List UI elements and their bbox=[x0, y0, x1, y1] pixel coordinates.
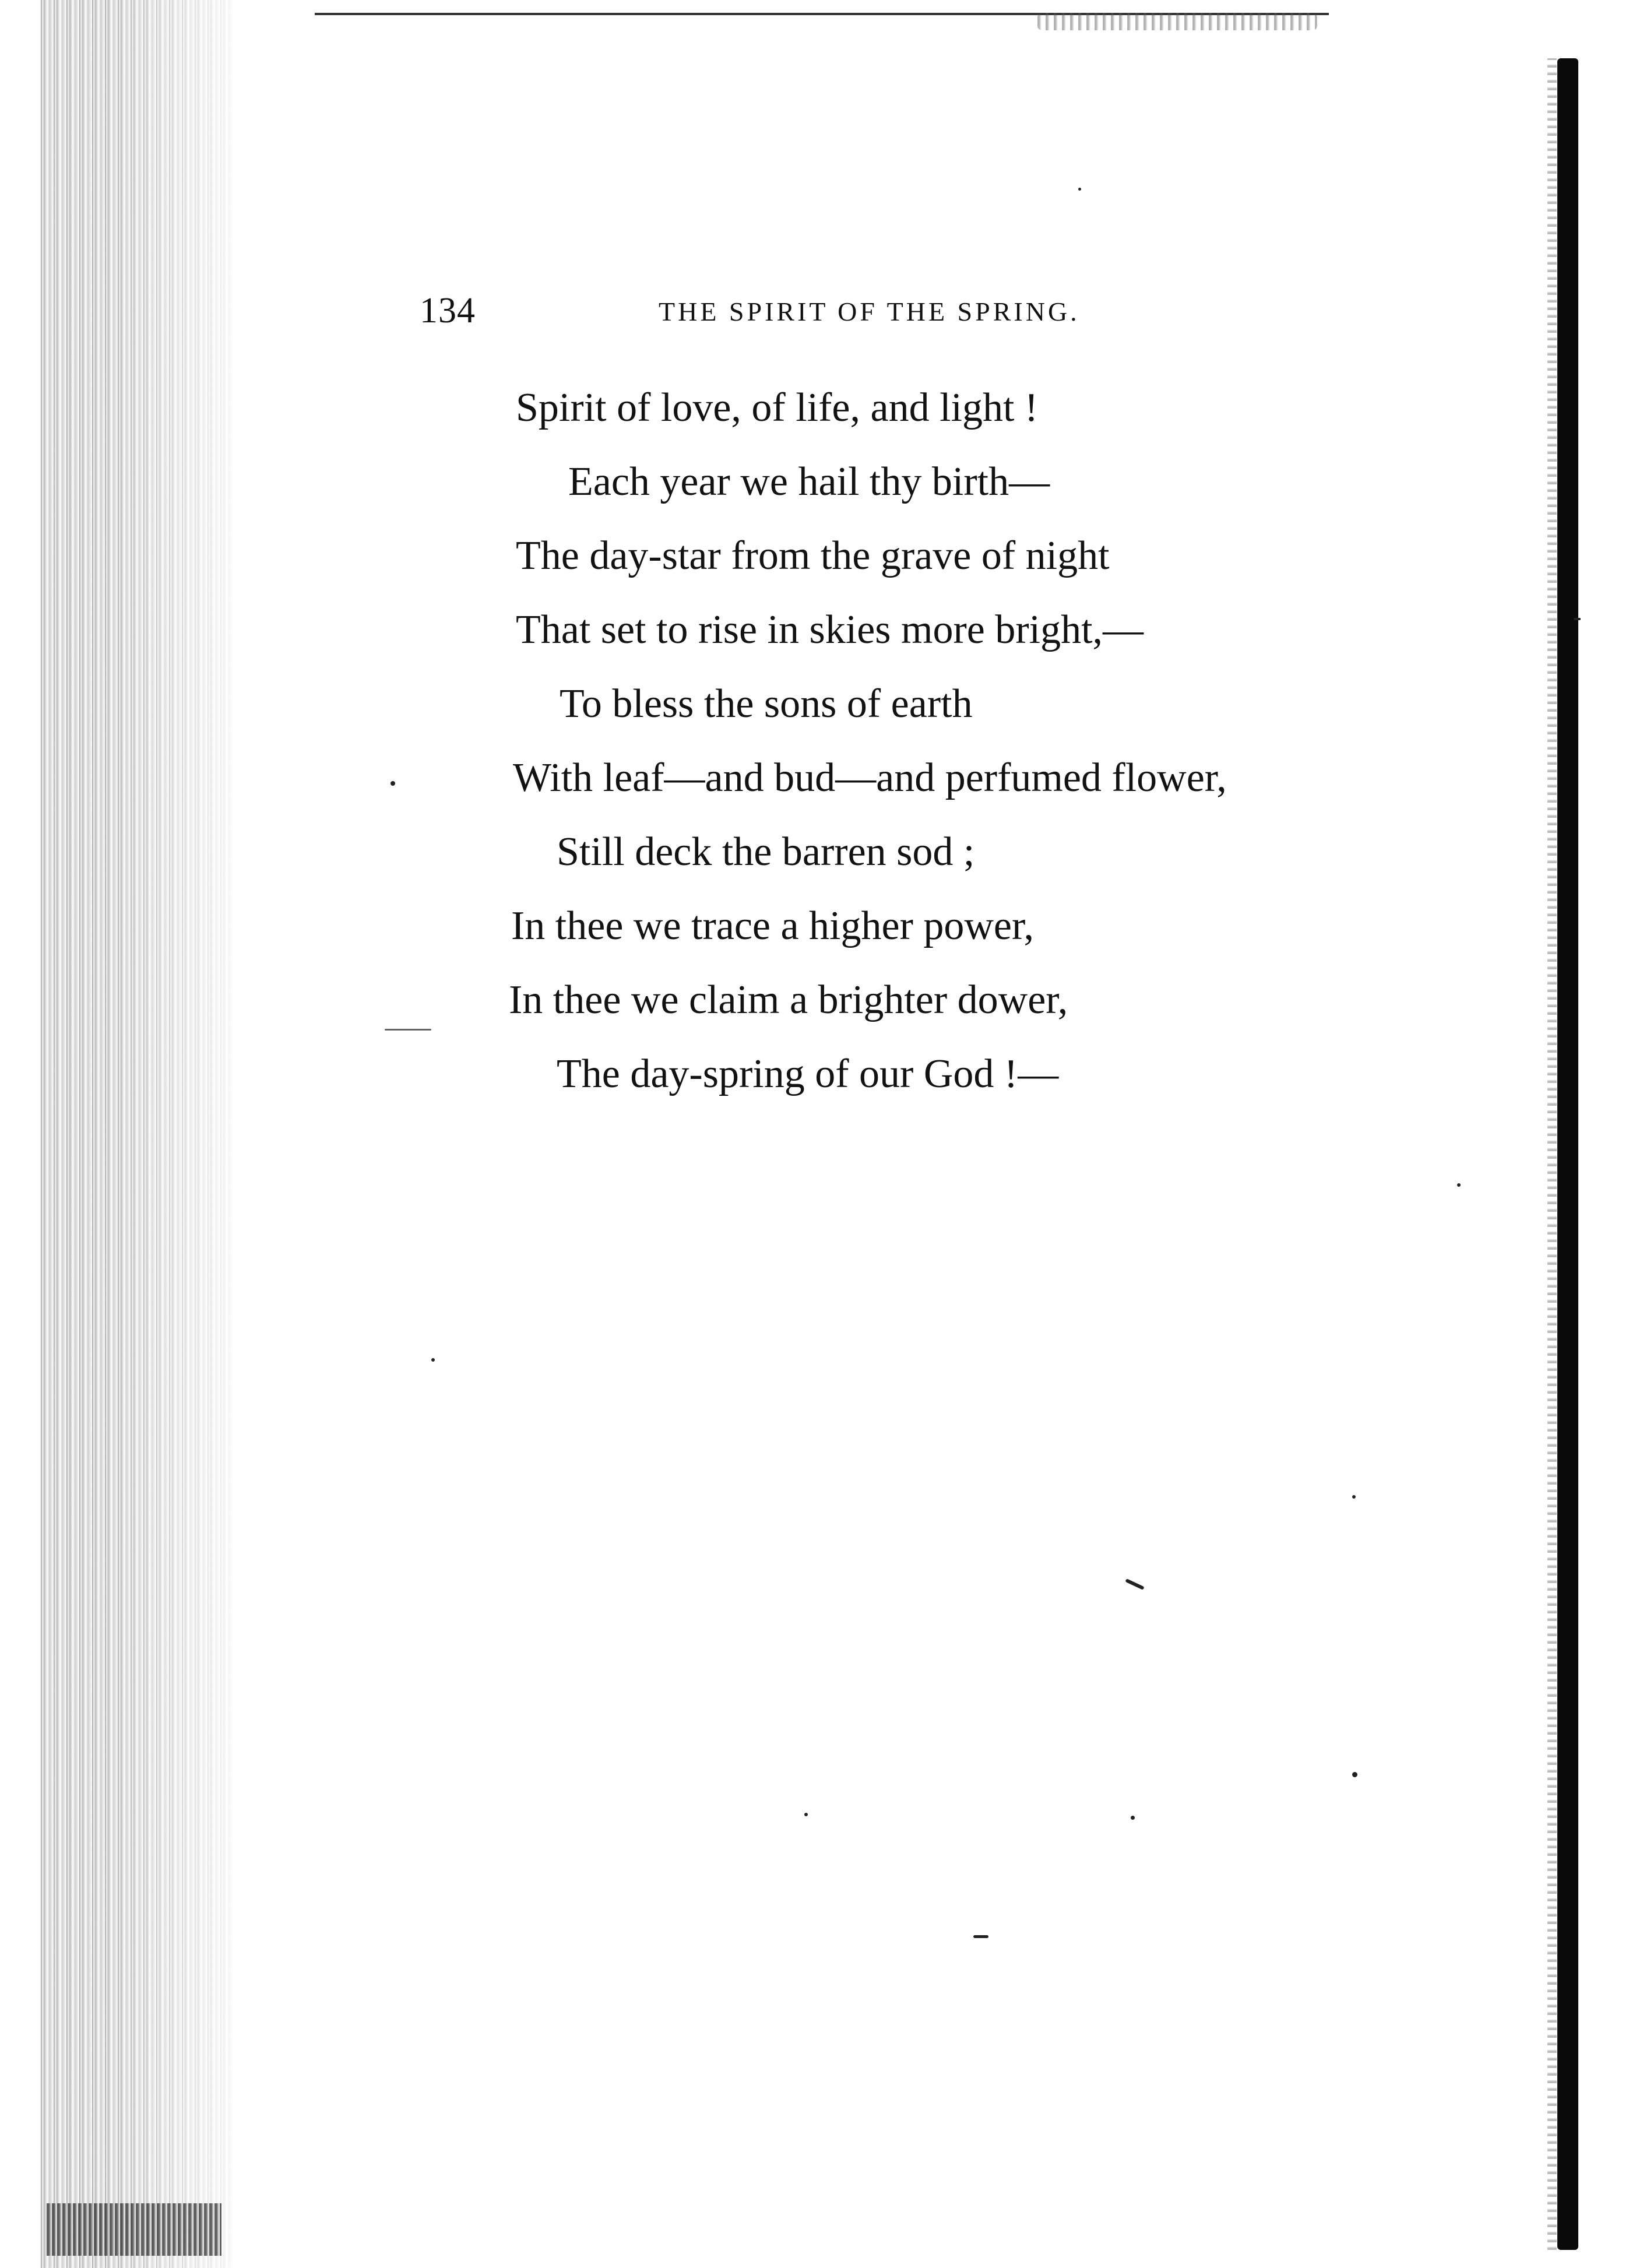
gutter-foot-mark bbox=[47, 2203, 221, 2256]
scan-speck bbox=[973, 1935, 988, 1938]
scan-speck bbox=[1078, 188, 1081, 191]
top-rule-smudge bbox=[1037, 13, 1317, 30]
running-head bbox=[420, 290, 1271, 331]
poem-line: Still deck the barren sod ; bbox=[557, 829, 975, 874]
running-title: THE SPIRIT OF THE SPRING. bbox=[659, 297, 1080, 326]
poem-line: Each year we hail thy birth— bbox=[568, 459, 1050, 504]
scan-speck bbox=[1131, 1816, 1135, 1820]
right-edge-bar bbox=[1557, 58, 1578, 2250]
poem-line: Spirit of love, of life, and light ! bbox=[516, 385, 1039, 430]
scan-speck bbox=[1352, 1495, 1356, 1499]
scan-speck bbox=[1125, 1578, 1144, 1590]
poem-line: The day-spring of our God !— bbox=[557, 1052, 1059, 1096]
poem-line: The day-star from the grave of night bbox=[516, 533, 1110, 578]
scan-speck bbox=[385, 1029, 431, 1031]
scan-speck bbox=[1457, 1183, 1461, 1187]
page-number: 134 bbox=[420, 291, 476, 330]
right-edge-shadow bbox=[1547, 58, 1557, 2250]
poem-line: With leaf—and bud—and perfumed flower, bbox=[513, 755, 1227, 800]
scan-speck bbox=[431, 1358, 435, 1362]
scan-speck bbox=[804, 1813, 808, 1816]
poem-line: That set to rise in skies more bright,— bbox=[516, 607, 1144, 652]
scan-speck bbox=[390, 781, 395, 786]
poem-line: In thee we trace a higher power, bbox=[511, 903, 1035, 948]
scanned-gutter-shadow bbox=[41, 0, 233, 2268]
scan-speck bbox=[1352, 1772, 1357, 1777]
poem-line: In thee we claim a brighter dower, bbox=[509, 977, 1068, 1022]
scan-speck bbox=[1574, 618, 1581, 620]
poem-line: To bless the sons of earth bbox=[560, 681, 973, 726]
